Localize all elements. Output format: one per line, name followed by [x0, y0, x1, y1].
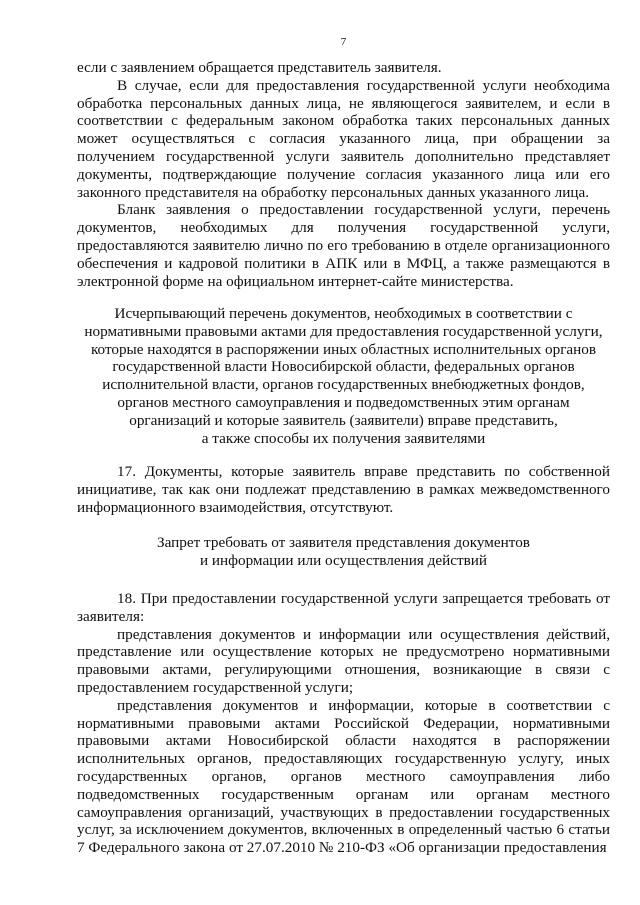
- heading-line: органов местного самоуправления и подведомственных этим органам: [117, 393, 570, 411]
- heading-line: организаций и которые заявитель (заявители) вправе представить,: [129, 411, 558, 429]
- section-heading-prohibition: [77, 534, 610, 570]
- heading-line: которые находятся в распоряжении иных областных исполнительных органов: [90, 340, 597, 358]
- paragraph-item-17: 17. Документы, которые заявитель вправе представить по собственной инициативе, так как они подлежат представлению в рамках межведомственного информационного взаимодействия, отсутствуют.: [77, 463, 610, 516]
- paragraph-prohibition-2: представления документов и информации, которые в соответствии с нормативными правовыми актами Российской Федерации, нормативными правовыми актами Новосибирской области находятся в распоряжении исполнительных органов, предоставляющих государственную услугу, иных государственных органов, органов местного самоуправления либо подведомственных государственным органам или органам местного самоуправления организаций, участвующих в предоставлении государственных услуг, за исключением документов, включенных в определенный частью 6 статьи 7 Федерального закона от 27.07.2010 № 210-ФЗ «Об организации предоставления: [77, 696, 610, 857]
- heading-line: и информации или осуществления действий: [199, 551, 488, 569]
- heading-line: Исчерпывающий перечень документов, необходимых в соответствии с: [114, 305, 573, 322]
- paragraph-application-form: Бланк заявления о предоставлении государственной услуги, перечень документов, необходимых для получения государственной услуги, предоставляются заявителю лично по его требованию в отделе организационного обеспечения и кадровой политики в АПК или в МФЦ, а также размещаются в электронной форме на официальном интернет-сайте министерства.: [77, 201, 610, 290]
- body-section-3: [77, 590, 610, 857]
- heading-line: нормативными правовыми актами для предоставления государственной услуги,: [84, 322, 603, 340]
- heading-line: исполнительной власти, органов государственных внебюджетных фондов,: [102, 376, 585, 394]
- paragraph-prohibition-1: представления документов и информации или осуществления действий, представление или осуществление которых не предусмотрено нормативными правовыми актами, регулирующими отношения, возникающие в связи с предоставлением государственной услуги;: [77, 625, 610, 696]
- section-heading-documents: [77, 305, 610, 447]
- paragraph-continuation: если с заявлением обращается представитель заявителя.: [77, 59, 442, 76]
- paragraph-personal-data: В случае, если для предоставления государственной услуги необходима обработка персональных данных лица, не являющегося заявителем, и если в соответствии с федеральным законом обработка таких персональных данных может осуществляться с согласия указанного лица, при обращении за получением государственной услуги заявитель дополнительно представляет документы, подтверждающие получение согласия указанного лица или его законного представителя на обработку персональных данных указанного лица.: [77, 76, 610, 201]
- body-section-1: [77, 59, 610, 290]
- body-section-2: [77, 463, 610, 516]
- heading-line: а также способы их получения заявителями: [201, 429, 486, 447]
- heading-line: Запрет требовать от заявителя представления документов: [157, 534, 530, 551]
- page-number: 7: [340, 36, 347, 48]
- paragraph-item-18: 18. При предоставлении государственной услуги запрещается требовать от заявителя:: [77, 590, 610, 625]
- heading-line: государственной власти Новосибирской области, федеральных органов: [112, 358, 575, 376]
